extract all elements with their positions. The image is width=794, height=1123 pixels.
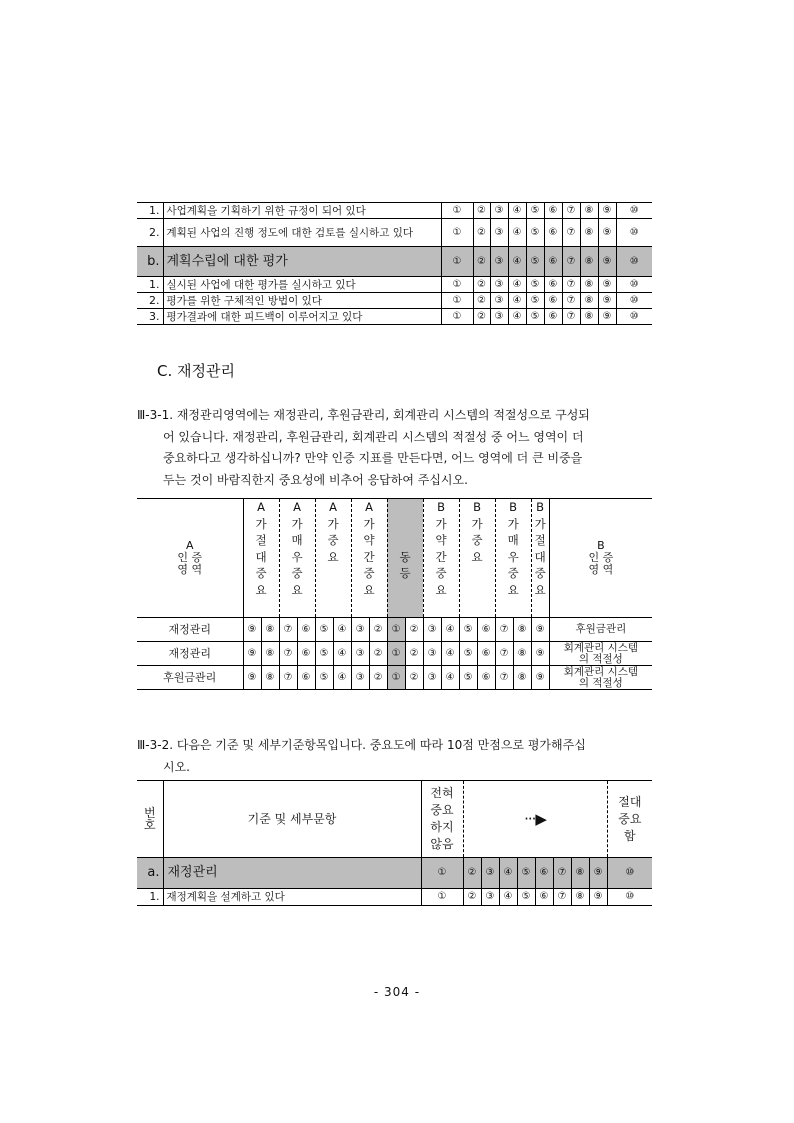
table-row — [137, 293, 652, 309]
score-option[interactable]: ④ — [508, 203, 526, 219]
score-option[interactable]: ⑨ — [598, 203, 616, 219]
area-b-line: 후원금관리 — [575, 623, 627, 635]
header-char: 요 — [534, 582, 546, 597]
score-option[interactable]: ① — [441, 277, 473, 293]
score-option[interactable]: ⑩ — [607, 858, 652, 889]
scale-option[interactable]: ⑤ — [315, 618, 333, 642]
scale-option[interactable]: ⑥ — [297, 666, 315, 690]
scale-option[interactable]: ④ — [441, 618, 459, 642]
header-char: B — [536, 500, 545, 514]
col-header-number — [137, 781, 163, 858]
score-option[interactable]: ② — [473, 203, 490, 219]
scale-option[interactable]: ⑨ — [243, 666, 261, 690]
header-char: 중 — [255, 566, 267, 581]
score-option[interactable]: ⑧ — [580, 203, 598, 219]
scale-option[interactable]: ⑧ — [513, 618, 531, 642]
score-option[interactable]: ⑥ — [544, 309, 562, 325]
score-option[interactable]: ⑩ — [616, 293, 652, 309]
score-option[interactable]: ④ — [499, 889, 517, 906]
header-line: A — [185, 539, 194, 552]
header-char: 절 — [255, 533, 267, 548]
scale-option[interactable]: ① — [387, 666, 405, 690]
header-char: B — [437, 500, 446, 514]
header-char: 약 — [363, 533, 375, 548]
header-char: 간 — [363, 549, 375, 564]
score-option[interactable]: ④ — [508, 293, 526, 309]
header-char: 가 — [435, 516, 447, 531]
header-char: 매 — [291, 533, 303, 548]
header-char: 중 — [327, 533, 339, 548]
score-option[interactable]: ⑤ — [526, 309, 544, 325]
score-option[interactable]: ⑨ — [598, 293, 616, 309]
scale-option[interactable]: ④ — [333, 642, 351, 666]
scale-option[interactable]: ① — [387, 642, 405, 666]
scale-option[interactable]: ① — [387, 618, 405, 642]
scale-option[interactable]: ③ — [423, 618, 441, 642]
scale-option[interactable]: ⑧ — [261, 618, 279, 642]
header-line: 전혀 — [430, 786, 454, 800]
section-heading-c: C. 재정관리 — [157, 362, 235, 380]
score-option[interactable]: ⑥ — [544, 277, 562, 293]
header-char: 중 — [291, 566, 303, 581]
scale-option[interactable]: ② — [369, 618, 387, 642]
question-line: 두는 것이 바람직한지 중요성에 비추어 응답하여 주십시오. — [163, 472, 468, 487]
scale-option[interactable]: ④ — [333, 666, 351, 690]
table-header-row — [137, 781, 652, 858]
area-a-label: 재정관리 — [137, 642, 243, 666]
scale-option[interactable]: ⑤ — [315, 666, 333, 690]
header-char: 대 — [534, 549, 546, 564]
scale-option[interactable]: ⑥ — [477, 618, 495, 642]
scale-option[interactable]: ③ — [423, 642, 441, 666]
area-b-label — [549, 618, 652, 642]
question-line: 중요하다고 생각하십니까? 만약 인증 지표를 만든다면, 어느 영역에 더 큰 비중을 — [163, 451, 583, 465]
criteria-rating-table — [137, 780, 652, 906]
scale-option[interactable]: ④ — [441, 642, 459, 666]
header-char: 매 — [507, 533, 519, 548]
header-line: 절대 — [618, 794, 642, 809]
score-option[interactable]: ⑩ — [607, 889, 652, 906]
score-option[interactable]: ⑧ — [571, 889, 589, 906]
area-a-label: 재정관리 — [137, 618, 243, 642]
scale-option[interactable]: ⑥ — [297, 642, 315, 666]
score-option[interactable]: ⑧ — [580, 219, 598, 247]
score-option[interactable]: ⑤ — [526, 277, 544, 293]
item-text: 계획된 사업의 진행 정도에 대한 검토를 실시하고 있다 — [163, 219, 441, 247]
score-option[interactable]: ⑥ — [544, 293, 562, 309]
arrow-icon: ···▶ — [463, 781, 607, 858]
area-b-line: 회계관리 시스템 — [563, 665, 639, 678]
header-char: 등 — [399, 566, 411, 581]
evaluation-table-top — [137, 202, 652, 325]
header-line: 인 증 — [588, 551, 614, 564]
section-title: 계획수립에 대한 평가 — [163, 247, 441, 277]
score-option[interactable]: ⑤ — [517, 858, 535, 889]
score-option[interactable]: ① — [441, 203, 473, 219]
scale-option[interactable]: ② — [369, 666, 387, 690]
col-header-scale-3 — [315, 499, 351, 618]
scale-option[interactable]: ⑨ — [531, 618, 549, 642]
header-char: A — [293, 500, 301, 514]
col-header-area-b — [549, 499, 652, 618]
score-option[interactable]: ④ — [499, 858, 517, 889]
header-char: 요 — [435, 582, 447, 597]
header-char: 가 — [255, 516, 267, 531]
score-option[interactable]: ⑦ — [562, 309, 580, 325]
col-header-scale-5 — [387, 499, 423, 618]
score-option[interactable]: ② — [473, 247, 490, 277]
header-char — [388, 499, 423, 516]
table-row — [137, 618, 652, 642]
score-option[interactable]: ② — [473, 277, 490, 293]
header-char: 요 — [507, 582, 519, 597]
area-a-label: 후원금관리 — [137, 666, 243, 690]
header-char: 약 — [435, 533, 447, 548]
header-line: B — [597, 539, 605, 552]
header-line: 영 역 — [177, 563, 203, 576]
col-header-scale-1 — [243, 499, 279, 618]
score-option[interactable]: ② — [473, 219, 490, 247]
scale-option[interactable]: ⑦ — [279, 618, 297, 642]
col-header-scale-2 — [279, 499, 315, 618]
pairwise-comparison-table — [137, 498, 652, 690]
scale-option[interactable]: ⑤ — [459, 666, 477, 690]
item-number: b. — [137, 247, 163, 277]
item-number: 1. — [149, 891, 160, 903]
scale-option[interactable]: ⑥ — [297, 618, 315, 642]
score-option[interactable]: ⑧ — [580, 293, 598, 309]
score-option[interactable]: ⑦ — [562, 203, 580, 219]
table-row — [137, 666, 652, 690]
score-option[interactable]: ③ — [490, 247, 508, 277]
score-option[interactable]: ③ — [490, 309, 508, 325]
score-option[interactable]: ⑦ — [562, 247, 580, 277]
scale-option[interactable]: ⑦ — [279, 642, 297, 666]
header-char: 중 — [363, 566, 375, 581]
score-option[interactable]: ⑥ — [535, 858, 553, 889]
header-char: A — [365, 500, 373, 514]
score-option[interactable]: ⑨ — [598, 277, 616, 293]
header-char: 우 — [291, 549, 303, 564]
scale-option[interactable]: ⑨ — [243, 642, 261, 666]
header-char: 대 — [255, 549, 267, 564]
scale-option[interactable]: ⑤ — [459, 642, 477, 666]
score-option[interactable]: ⑨ — [598, 247, 616, 277]
header-line: 함 — [624, 828, 636, 843]
header-line: 영 역 — [588, 563, 614, 576]
scale-option[interactable]: ⑥ — [477, 666, 495, 690]
score-option[interactable]: ⑥ — [544, 219, 562, 247]
score-option[interactable]: ⑩ — [616, 203, 652, 219]
header-char: A — [257, 500, 265, 514]
scale-option[interactable]: ④ — [441, 666, 459, 690]
header-char: 동 — [399, 549, 411, 564]
header-char: 요 — [363, 582, 375, 597]
score-option[interactable]: ③ — [481, 889, 499, 906]
score-option[interactable]: ⑩ — [616, 219, 652, 247]
scale-option[interactable]: ⑥ — [477, 642, 495, 666]
col-header-not-important — [421, 781, 463, 858]
header-char: 요 — [255, 582, 267, 597]
scale-option[interactable]: ④ — [333, 618, 351, 642]
score-option[interactable]: ③ — [481, 858, 499, 889]
header-char: 간 — [435, 549, 447, 564]
header-char: 절 — [534, 533, 546, 548]
col-header-criteria: 기준 및 세부문항 — [163, 781, 421, 858]
score-option[interactable]: ① — [441, 247, 473, 277]
header-char: 중 — [471, 533, 483, 548]
table-row — [137, 309, 652, 325]
score-option[interactable]: ⑥ — [544, 247, 562, 277]
col-header-scale-9 — [531, 499, 549, 618]
header-line: 않음 — [430, 837, 454, 851]
col-header-scale-6 — [423, 499, 459, 618]
scale-option[interactable]: ⑧ — [513, 666, 531, 690]
scale-option[interactable]: ⑦ — [495, 642, 513, 666]
header-char: 요 — [327, 549, 339, 564]
col-header-scale-7 — [459, 499, 495, 618]
item-text: 실시된 사업에 대한 평가를 실시하고 있다 — [163, 277, 441, 293]
header-char — [388, 532, 423, 549]
col-header-scale-4 — [351, 499, 387, 618]
table-header-row — [137, 499, 652, 618]
area-b-line: 의 적절성 — [578, 652, 623, 665]
score-option[interactable]: ⑧ — [580, 277, 598, 293]
table-row — [137, 642, 652, 666]
score-option[interactable]: ⑤ — [526, 219, 544, 247]
header-char: B — [473, 500, 482, 514]
score-option[interactable]: ⑨ — [598, 309, 616, 325]
score-option[interactable]: ① — [441, 309, 473, 325]
score-option[interactable]: ⑩ — [616, 309, 652, 325]
score-option[interactable]: ① — [421, 889, 463, 906]
scale-option[interactable]: ② — [405, 618, 423, 642]
header-char: 가 — [534, 516, 546, 531]
question-line: Ⅲ-3-2. 다음은 기준 및 세부기준항목입니다. 중요도에 따라 10점 만점으로 평가해주십 — [137, 738, 586, 752]
question-line: 시오. — [163, 759, 190, 774]
score-option[interactable]: ⑩ — [616, 277, 652, 293]
score-option[interactable]: ② — [463, 858, 481, 889]
score-option[interactable]: ⑦ — [562, 293, 580, 309]
header-char: 요 — [471, 549, 483, 564]
score-option[interactable]: ③ — [490, 219, 508, 247]
col-header-very-important — [607, 781, 652, 858]
header-char: 번 — [143, 806, 156, 820]
score-option[interactable]: ⑧ — [580, 309, 598, 325]
scale-option[interactable]: ③ — [351, 666, 369, 690]
item-text: 재정계획을 설계하고 있다 — [163, 889, 421, 906]
scale-option[interactable]: ② — [369, 642, 387, 666]
area-b-line: 의 적절성 — [578, 676, 623, 689]
item-number: 1. — [137, 277, 163, 293]
header-char: 가 — [363, 516, 375, 531]
scale-option[interactable]: ⑤ — [459, 618, 477, 642]
scale-option[interactable]: ⑦ — [279, 666, 297, 690]
score-option[interactable]: ⑤ — [526, 203, 544, 219]
item-number: 2. — [137, 293, 163, 309]
score-option[interactable]: ③ — [490, 277, 508, 293]
table-row — [137, 889, 652, 906]
item-text: 평가를 위한 구체적인 방법이 있다 — [163, 293, 441, 309]
scale-option[interactable]: ⑨ — [243, 618, 261, 642]
header-line: 중요 — [430, 803, 454, 817]
area-b-label — [549, 642, 652, 666]
score-option[interactable]: ① — [441, 219, 473, 247]
score-option[interactable]: ⑦ — [562, 219, 580, 247]
score-option[interactable]: ⑤ — [517, 889, 535, 906]
section-row — [137, 858, 652, 889]
score-option[interactable]: ② — [473, 293, 490, 309]
header-char: B — [509, 500, 518, 514]
header-char: 중 — [507, 566, 519, 581]
header-line: 중요 — [618, 811, 642, 826]
item-text: 평가결과에 대한 피드백이 이루어지고 있다 — [163, 309, 441, 325]
scale-option[interactable]: ③ — [423, 666, 441, 690]
item-number: 1. — [137, 203, 163, 219]
score-option[interactable]: ⑤ — [526, 247, 544, 277]
question-line: 어 있습니다. 재정관리, 후원금관리, 회계관리 시스템의 적절성 중 어느 영역이 더 — [163, 429, 584, 444]
col-header-scale-8 — [495, 499, 531, 618]
score-option[interactable]: ⑤ — [526, 293, 544, 309]
scale-option[interactable]: ③ — [351, 642, 369, 666]
score-option[interactable]: ④ — [508, 247, 526, 277]
score-option[interactable]: ⑧ — [571, 858, 589, 889]
score-option[interactable]: ⑨ — [598, 219, 616, 247]
score-option[interactable]: ③ — [490, 293, 508, 309]
scale-option[interactable]: ③ — [351, 618, 369, 642]
table-row — [137, 277, 652, 293]
score-option[interactable]: ④ — [508, 219, 526, 247]
header-line: 인 증 — [177, 551, 203, 564]
scale-option[interactable]: ⑦ — [495, 666, 513, 690]
scale-option[interactable]: ⑧ — [261, 666, 279, 690]
item-number: 3. — [137, 309, 163, 325]
score-option[interactable]: ⑨ — [589, 889, 607, 906]
header-char: 가 — [507, 516, 519, 531]
scale-option[interactable]: ⑨ — [531, 642, 549, 666]
header-char: 가 — [327, 516, 339, 531]
header-char: 요 — [291, 582, 303, 597]
score-option[interactable]: ② — [463, 889, 481, 906]
score-option[interactable]: ⑦ — [553, 889, 571, 906]
scale-option[interactable]: ② — [405, 642, 423, 666]
score-option[interactable]: ⑥ — [535, 889, 553, 906]
score-option[interactable]: ④ — [508, 309, 526, 325]
header-line: 하지 — [430, 820, 454, 834]
header-char: 중 — [435, 566, 447, 581]
table-row — [137, 219, 652, 247]
scale-option[interactable]: ⑤ — [315, 642, 333, 666]
question-3-3-1 — [137, 405, 657, 491]
header-char: 가 — [471, 516, 483, 531]
score-option[interactable]: ③ — [490, 203, 508, 219]
section-title: 재정관리 — [163, 858, 421, 889]
item-number: 2. — [137, 219, 163, 247]
scale-option[interactable]: ⑨ — [531, 666, 549, 690]
score-option[interactable]: ⑨ — [589, 858, 607, 889]
scale-option[interactable]: ② — [405, 666, 423, 690]
score-option[interactable]: ⑦ — [553, 858, 571, 889]
score-option[interactable]: ② — [473, 309, 490, 325]
score-option[interactable]: ① — [441, 293, 473, 309]
score-option[interactable]: ⑦ — [562, 277, 580, 293]
score-option[interactable]: ⑧ — [580, 247, 598, 277]
scale-option[interactable]: ⑦ — [495, 618, 513, 642]
score-option[interactable]: ⑩ — [616, 247, 652, 277]
scale-option[interactable]: ⑧ — [513, 642, 531, 666]
scale-option[interactable]: ⑧ — [261, 642, 279, 666]
col-header-area-a — [137, 499, 243, 618]
table-row — [137, 203, 652, 219]
item-text: 사업계획을 기획하기 위한 규정이 되어 있다 — [163, 203, 441, 219]
header-char: 중 — [534, 566, 546, 581]
question-3-3-2 — [137, 735, 657, 778]
score-option[interactable]: ④ — [508, 277, 526, 293]
score-option[interactable]: ⑥ — [544, 203, 562, 219]
section-number: a. — [137, 858, 163, 889]
header-char — [388, 516, 423, 533]
header-char: 가 — [291, 516, 303, 531]
header-char: 우 — [507, 549, 519, 564]
question-line: Ⅲ-3-1. 재정관리영역에는 재정관리, 후원금관리, 회계관리 시스템의 적절성으로 구성되 — [137, 408, 590, 422]
section-row — [137, 247, 652, 277]
area-b-label — [549, 666, 652, 690]
page-number: - 304 - — [373, 985, 421, 999]
area-b-line: 회계관리 시스템 — [563, 641, 639, 654]
header-char: 호 — [143, 818, 156, 832]
score-option[interactable]: ① — [421, 858, 463, 889]
header-char: A — [329, 500, 337, 514]
